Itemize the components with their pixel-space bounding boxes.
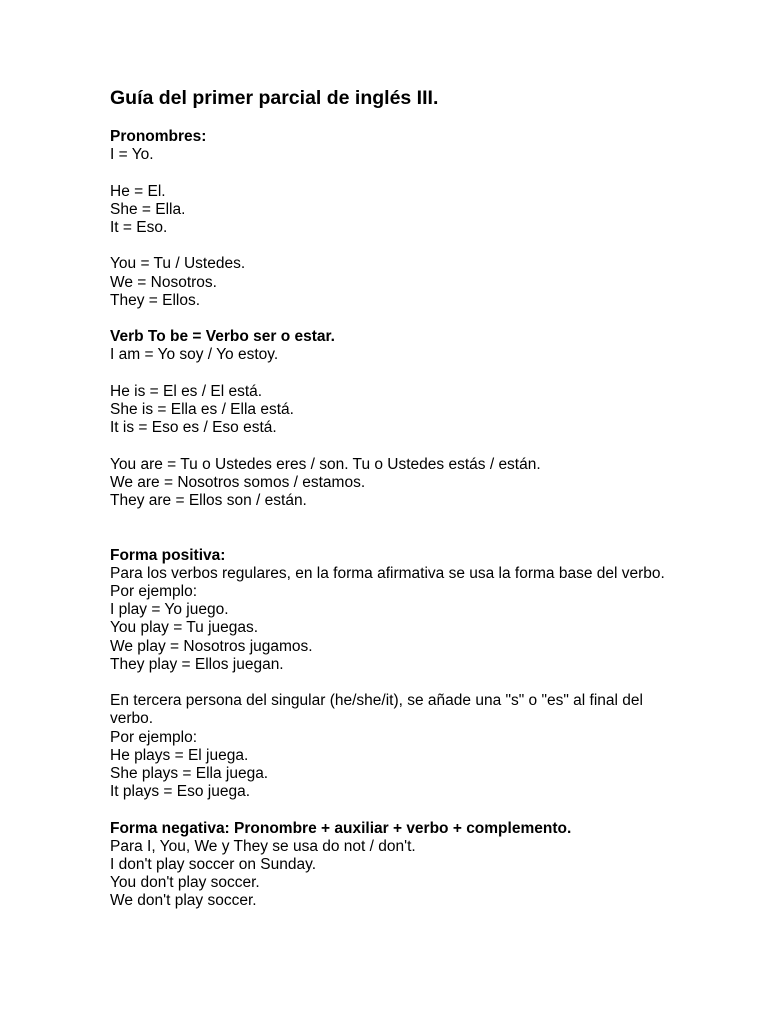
negativa-line: We don't play soccer. [110,892,257,910]
positiva-example: They play = Ellos juegan. [110,655,284,673]
document-page [110,86,670,911]
to-be-line: She is = Ella es / Ella está. [110,400,294,418]
pronombre-line: I = Yo. [110,146,154,164]
pronombre-line: It = Eso. [110,219,168,236]
to-be-line: It is = Eso es / Eso está. [110,419,277,437]
positiva-ejemplo-label: Por ejemplo: [110,582,198,600]
positiva-intro: Para los verbos regulares, en la forma afirmativa se usa la forma base del verbo. [110,564,665,582]
pronombre-line: He = El. [110,182,166,200]
tercera-example: It plays = Eso juega. [110,783,251,801]
positiva-heading: Forma positiva: [110,546,226,564]
to-be-line: You are = Tu o Ustedes eres / son. Tu o Ustedes estás / están. [110,455,541,473]
to-be-line: I am = Yo soy / Yo estoy. [110,346,279,364]
positiva-example: I play = Yo juego. [110,601,229,619]
tercera-example: He plays = El juega. [110,746,249,764]
negativa-heading: Forma negativa: Pronombre + auxiliar + verbo + complemento. [110,819,572,837]
to-be-line: We are = Nosotros somos / estamos. [110,473,366,491]
pronombre-line: She = Ella. [110,200,186,218]
positiva-ejemplo-label: Por ejemplo: [110,728,198,746]
negativa-line: I don't play soccer on Sunday. [110,856,317,873]
tercera-example: She plays = Ella juega. [110,765,269,782]
tercera-persona-note: En tercera persona del singular (he/she/it), se añade una "s" o "es" al final del verbo. [110,692,643,728]
negativa-line: You don't play soccer. [110,874,260,892]
negativa-line: Para I, You, We y They se usa do not / don't. [110,837,416,855]
pronombres-heading: Pronombres: [110,128,207,145]
to-be-line: They are = Ellos son / están. [110,491,307,509]
pronombre-line: They = Ellos. [110,291,201,309]
to-be-line: He is = El es / El está. [110,382,263,400]
positiva-example: We play = Nosotros jugamos. [110,637,313,655]
pronombre-line: We = Nosotros. [110,273,217,291]
to-be-heading: Verb To be = Verbo ser o estar. [110,328,335,346]
pronombre-line: You = Tu / Ustedes. [110,255,246,273]
document-title: Guía del primer parcial de inglés III. [110,87,439,109]
positiva-example: You play = Tu juegas. [110,619,259,637]
